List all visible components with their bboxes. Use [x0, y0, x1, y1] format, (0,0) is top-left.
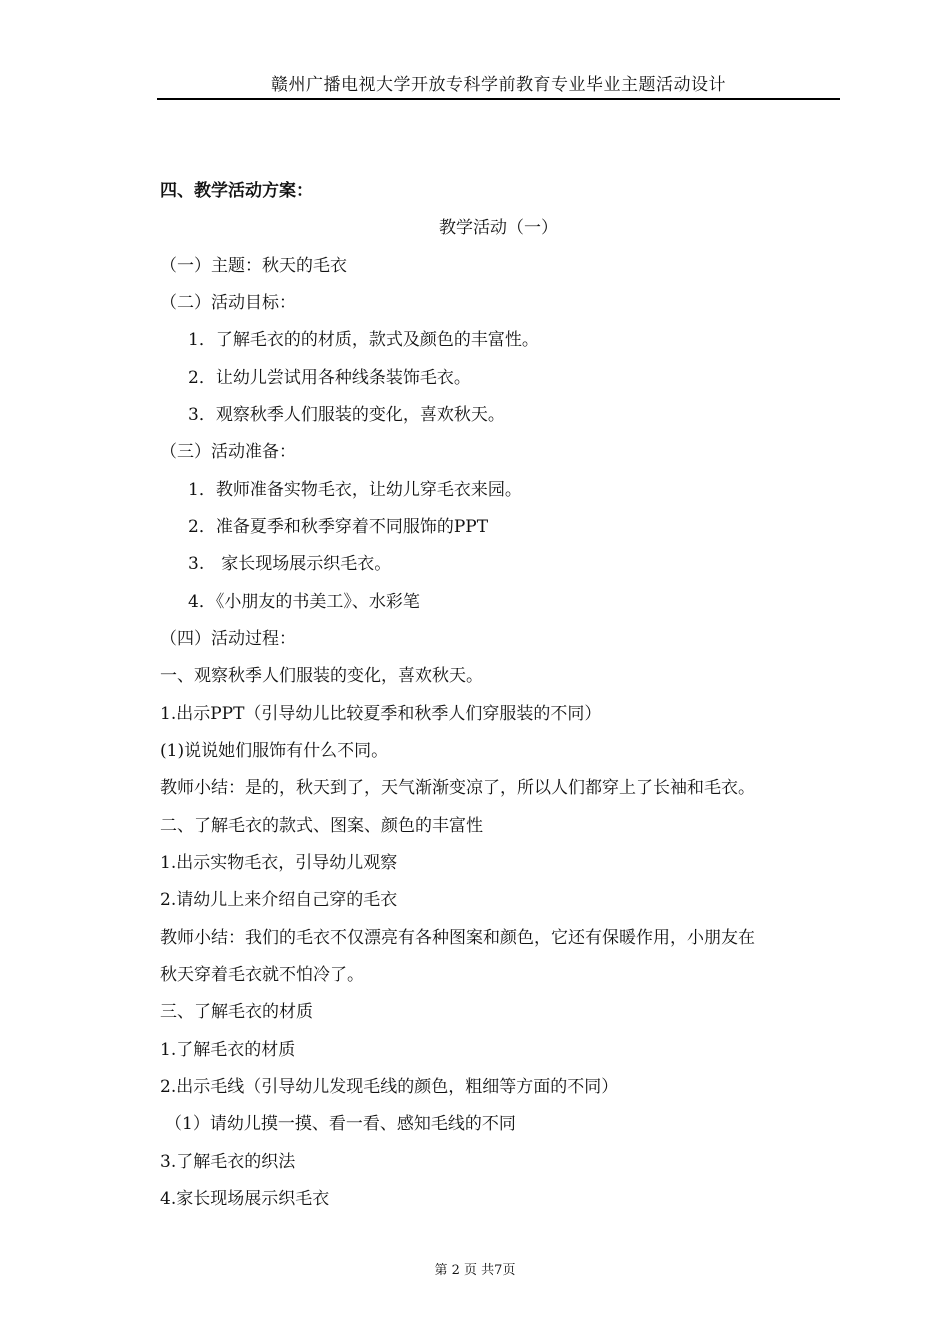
text-line: 一、观察秋季人们服装的变化，喜欢秋天。 [160, 666, 483, 686]
text-line: 4.家长现场展示织毛衣 [160, 1189, 330, 1209]
text-line: 2.请幼儿上来介绍自己穿的毛衣 [160, 890, 398, 910]
text-line: 2．让幼儿尝试用各种线条装饰毛衣。 [188, 368, 471, 388]
section-title: 四、教学活动方案： [160, 181, 313, 201]
text-line: （二）活动目标： [160, 293, 296, 313]
text-line: （一）主题：秋天的毛衣 [160, 256, 347, 276]
text-line: 1.出示PPT（引导幼儿比较夏季和秋季人们穿服装的不同） [160, 704, 602, 724]
text-line: 秋天穿着毛衣就不怕冷了。 [160, 965, 364, 985]
text-line: 3.了解毛衣的织法 [160, 1152, 296, 1172]
page-header-title: 赣州广播电视大学开放专科学前教育专业毕业主题活动设计 [271, 75, 726, 95]
text-line: 3．观察秋季人们服装的变化，喜欢秋天。 [188, 405, 505, 425]
text-line: 2.出示毛线（引导幼儿发现毛线的颜色，粗细等方面的不同） [160, 1077, 619, 1097]
header-divider [157, 98, 840, 100]
text-line: 1.了解毛衣的材质 [160, 1040, 296, 1060]
activity-title: 教学活动（一） [439, 218, 558, 238]
text-line: (1)说说她们服饰有什么不同。 [160, 741, 389, 761]
text-line: 3. 家长现场展示织毛衣。 [188, 554, 392, 574]
page-number: 第 2 页 共7页 [434, 1263, 516, 1278]
text-line: 1．教师准备实物毛衣，让幼儿穿毛衣来园。 [188, 480, 522, 500]
text-line: 教师小结：是的，秋天到了，天气渐渐变凉了，所以人们都穿上了长袖和毛衣。 [160, 778, 755, 798]
text-line: 三、了解毛衣的材质 [160, 1002, 313, 1022]
text-line: 二、了解毛衣的款式、图案、颜色的丰富性 [160, 816, 483, 836]
text-line: 1.出示实物毛衣，引导幼儿观察 [160, 853, 398, 873]
text-line: （三）活动准备： [160, 442, 296, 462]
text-line: 教师小结：我们的毛衣不仅漂亮有各种图案和颜色，它还有保暖作用，小朋友在 [160, 928, 755, 948]
text-line: 1．了解毛衣的的材质，款式及颜色的丰富性。 [188, 330, 539, 350]
text-line: 2．准备夏季和秋季穿着不同服饰的PPT [188, 517, 489, 537]
text-line: （四）活动过程： [160, 629, 296, 649]
text-line: （1）请幼儿摸一摸、看一看、感知毛线的不同 [165, 1114, 516, 1134]
text-line: 4．《小朋友的书美工》、水彩笔 [188, 592, 420, 612]
